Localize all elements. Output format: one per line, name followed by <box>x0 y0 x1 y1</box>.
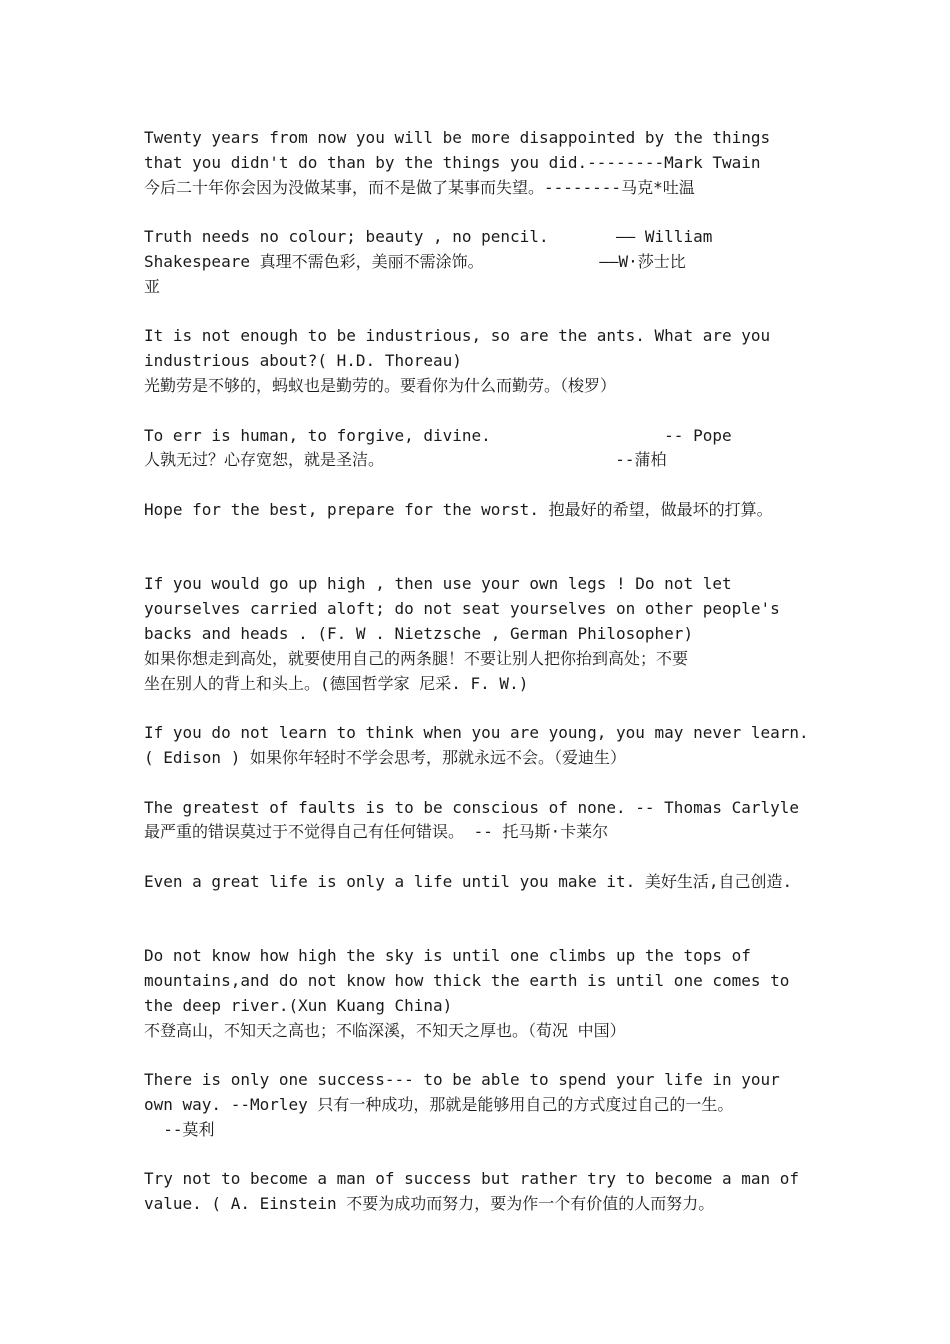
quote-block <box>144 225 814 299</box>
quote-block <box>144 424 814 474</box>
paragraph-gap <box>144 300 814 325</box>
quote-line: There is only one success--- to be able to spend your life in your <box>144 1070 780 1090</box>
paragraph-gap <box>144 845 814 870</box>
quote-block <box>144 126 814 200</box>
quote-line: that you didn't do than by the things you did.--------Mark Twain <box>144 152 761 172</box>
paragraph-gap <box>144 200 814 225</box>
quote-line: 光勤劳是不够的，蚂蚁也是勤劳的。要看你为什么而勤劳。（梭罗） <box>144 375 617 395</box>
quote-line: Do not know how high the sky is until one climbs up the tops of <box>144 946 751 966</box>
quote-line: mountains,and do not know how thick the earth is until one comes to <box>144 971 790 991</box>
quote-line: the deep river.(Xun Kuang China) <box>144 995 453 1015</box>
quote-block <box>144 944 814 1043</box>
quote-line: --莫利 <box>144 1119 215 1139</box>
quote-line: Truth needs no colour; beauty , no pencil. —— William <box>144 227 713 247</box>
quote-block <box>144 721 814 771</box>
paragraph-gap <box>144 771 814 796</box>
quote-block <box>144 796 814 846</box>
quote-line: 最严重的错误莫过于不觉得自己有任何错误。 -- 托马斯·卡莱尔 <box>144 822 609 842</box>
quote-block <box>144 1068 814 1142</box>
paragraph-gap <box>144 1143 814 1168</box>
quote-block <box>144 572 814 696</box>
quote-line: 人孰无过？心存宽恕，就是圣洁。 --蒲柏 <box>144 450 667 470</box>
quote-line: industrious about?( H.D. Thoreau) <box>144 351 462 371</box>
quote-line: 今后二十年你会因为没做某事，而不是做了某事而失望。--------马克*吐温 <box>144 177 695 197</box>
quote-line: own way. --Morley 只有一种成功，那就是能够用自己的方式度过自己的一生。 <box>144 1095 734 1115</box>
quote-line: 不登高山，不知天之高也；不临深溪，不知天之厚也。（荀况 中国） <box>144 1020 626 1040</box>
paragraph-gap <box>144 895 814 945</box>
quote-block <box>144 1167 814 1217</box>
quote-line: 如果你想走到高处，就要使用自己的两条腿！不要让别人把你抬到高处；不要 <box>144 648 689 668</box>
quote-line: Shakespeare 真理不需色彩，美丽不需涂饰。 ——W·莎士比 <box>144 251 686 271</box>
quote-line: Even a great life is only a life until you make it. 美好生活,自己创造. <box>144 871 793 891</box>
quote-line: 坐在别人的背上和头上。(德国哲学家 尼采. F. W.) <box>144 673 529 693</box>
quote-block <box>144 870 814 895</box>
quote-line: It is not enough to be industrious, so are the ants. What are you <box>144 326 771 346</box>
quote-line: Hope for the best, prepare for the worst. 抱最好的希望，做最坏的打算。 <box>144 499 773 519</box>
quote-list <box>144 126 814 1217</box>
quote-line: ( Edison ) 如果你年轻时不学会思考，那就永远不会。（爱迪生） <box>144 747 626 767</box>
quote-line: If you would go up high , then use your own legs ! Do not let <box>144 574 732 594</box>
quote-line: The greatest of faults is to be conscious of none. -- Thomas Carlyle <box>144 797 800 817</box>
paragraph-gap <box>144 473 814 498</box>
paragraph-gap <box>144 696 814 721</box>
quote-line: backs and heads . (F. W . Nietzsche , German Philosopher) <box>144 623 694 643</box>
quote-line: Try not to become a man of success but rather try to become a man of <box>144 1169 800 1189</box>
quote-line: yourselves carried aloft; do not seat yourselves on other people's <box>144 599 780 619</box>
paragraph-gap <box>144 1043 814 1068</box>
quote-line: If you do not learn to think when you are young, you may never learn. <box>144 723 809 743</box>
quote-line: To err is human, to forgive, divine. -- Pope <box>144 425 732 445</box>
quote-line: value. ( A. Einstein 不要为成功而努力，要为作一个有价值的人而努力。 <box>144 1194 715 1214</box>
quote-block <box>144 324 814 398</box>
quote-line: Twenty years from now you will be more disappointed by the things <box>144 128 771 147</box>
quote-block <box>144 498 814 523</box>
paragraph-gap <box>144 523 814 573</box>
quote-line: 亚 <box>144 276 161 296</box>
paragraph-gap <box>144 399 814 424</box>
